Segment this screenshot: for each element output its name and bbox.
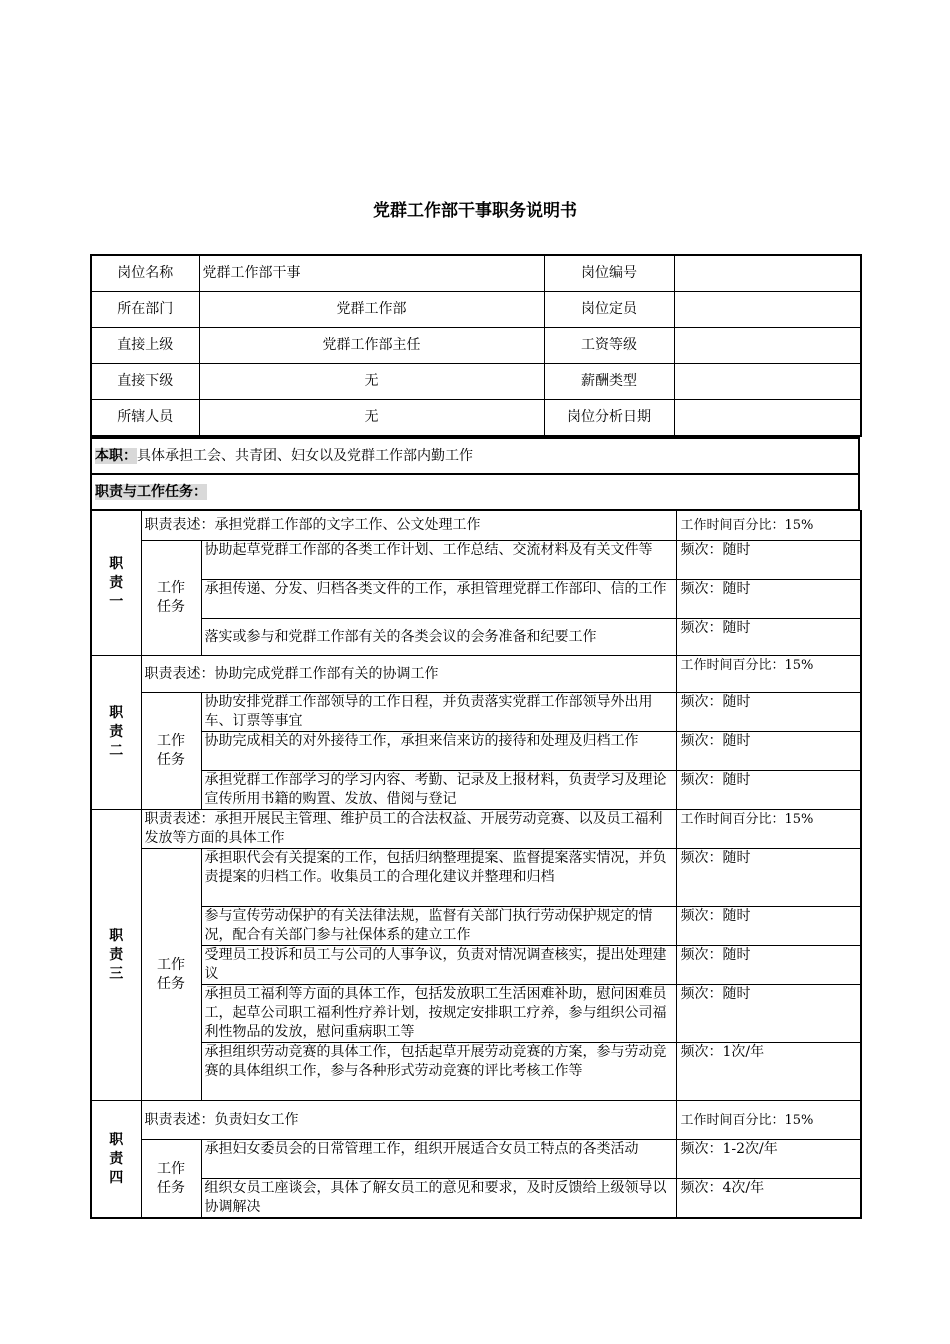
header-row <box>91 292 861 328</box>
header-table <box>90 254 862 437</box>
task-label <box>141 693 201 810</box>
value-department: 党群工作部 <box>199 292 544 328</box>
label-analysis-date: 岗位分析日期 <box>544 400 674 437</box>
label-pay-type: 薪酬类型 <box>544 364 674 400</box>
value-subordinate: 无 <box>199 364 544 400</box>
duty-label <box>91 511 141 656</box>
section-label: 职责与工作任务： <box>95 483 207 500</box>
task-frequency: 频次：随时 <box>676 907 861 946</box>
value-pay-type <box>674 364 861 400</box>
task-row <box>91 771 861 810</box>
duty-desc-row <box>91 656 861 693</box>
task-frequency: 频次：随时 <box>676 849 861 907</box>
task-text: 参与宣传劳动保护的有关法律法规，监督有关部门执行劳动保护规定的情况，配合有关部门参与社保体系的建立工作 <box>201 907 676 946</box>
value-analysis-date <box>674 400 861 437</box>
duty-time-percent: 工作时间百分比：15% <box>676 511 861 541</box>
value-position-name: 党群工作部干事 <box>199 255 544 292</box>
core-duty-row <box>91 438 859 474</box>
duty-label-text: 职责四 <box>109 1131 124 1186</box>
task-row <box>91 1179 861 1219</box>
duty-desc-row <box>91 810 861 849</box>
task-label <box>141 541 201 656</box>
value-staff: 无 <box>199 400 544 437</box>
duties-table <box>90 510 862 1219</box>
core-duty-text: 具体承担工会、共青团、妇女以及党群工作部内勤工作 <box>137 447 473 464</box>
task-row <box>91 1043 861 1101</box>
task-frequency: 频次：随时 <box>676 619 861 656</box>
section-row <box>91 474 859 510</box>
task-text: 协助完成相关的对外接待工作，承担来信来访的接待和处理及归档工作 <box>201 732 676 771</box>
task-frequency: 频次：随时 <box>676 771 861 810</box>
duty-label-text: 职责二 <box>109 705 124 759</box>
task-label <box>141 1140 201 1219</box>
task-row <box>91 849 861 907</box>
task-label-text: 工作任务 <box>156 580 185 615</box>
task-row <box>91 541 861 580</box>
task-text: 承担员工福利等方面的具体工作，包括发放职工生活困难补助，慰问困难员工，起草公司职工福利性疗养计划，按规定安排职工疗养，参与组织公司福利性物品的发放，慰问重病职工等 <box>201 985 676 1043</box>
task-row <box>91 985 861 1043</box>
duty-desc-row <box>91 511 861 541</box>
task-label-text: 工作任务 <box>156 1160 185 1196</box>
task-text: 落实或参与和党群工作部有关的各类会议的会务准备和纪要工作 <box>201 619 676 656</box>
task-text: 承担党群工作部学习的学习内容、考勤、记录及上报材料，负责学习及理论宣传所用书籍的购置、发放、借阅与登记 <box>201 771 676 810</box>
duty-label <box>91 656 141 810</box>
task-frequency: 频次：1-2次/年 <box>676 1140 861 1179</box>
task-text: 协助起草党群工作部的各类工作计划、工作总结、交流材料及有关文件等 <box>201 541 676 580</box>
job-description-sheet <box>90 254 860 1219</box>
task-text: 承担组织劳动竞赛的具体工作，包括起草开展劳动竞赛的方案，参与劳动竞赛的具体组织工作，参与各种形式劳动竞赛的评比考核工作等 <box>201 1043 676 1101</box>
task-frequency: 频次：随时 <box>676 985 861 1043</box>
duty-label-text: 职责三 <box>109 927 124 982</box>
task-row <box>91 1140 861 1179</box>
duty-label <box>91 1101 141 1219</box>
task-row <box>91 907 861 946</box>
duty-label-text: 职责一 <box>109 555 124 610</box>
header-row <box>91 400 861 437</box>
task-frequency: 频次：随时 <box>676 541 861 580</box>
task-row <box>91 693 861 732</box>
label-position-name: 岗位名称 <box>91 255 199 292</box>
duty-description: 职责表述：承担开展民主管理、维护员工的合法权益、开展劳动竞赛、以及员工福利发放等方面的具体工作 <box>141 810 676 849</box>
task-frequency: 频次：1次/年 <box>676 1043 861 1101</box>
label-staff: 所辖人员 <box>91 400 199 437</box>
task-text: 组织女员工座谈会，具体了解女员工的意见和要求，及时反馈给上级领导以协调解决 <box>201 1179 676 1219</box>
task-label <box>141 849 201 1101</box>
label-supervisor: 直接上级 <box>91 328 199 364</box>
duty-description: 职责表述：协助完成党群工作部有关的协调工作 <box>141 656 676 693</box>
task-frequency: 频次：随时 <box>676 946 861 985</box>
task-row <box>91 732 861 771</box>
duty-label <box>91 810 141 1101</box>
task-row <box>91 580 861 619</box>
task-frequency: 频次：4次/年 <box>676 1179 861 1219</box>
header-row <box>91 364 861 400</box>
duty-time-percent: 工作时间百分比：15% <box>676 810 861 849</box>
task-label-text: 工作任务 <box>156 956 185 992</box>
task-frequency: 频次：随时 <box>676 732 861 771</box>
task-text: 受理员工投诉和员工与公司的人事争议，负责对情况调查核实，提出处理建议 <box>201 946 676 985</box>
task-frequency: 频次：随时 <box>676 580 861 619</box>
task-text: 协助安排党群工作部领导的工作日程，并负责落实党群工作部领导外出用车、订票等事宜 <box>201 693 676 732</box>
task-row <box>91 619 861 656</box>
duty-desc-row <box>91 1101 861 1140</box>
task-label-text: 工作任务 <box>156 733 185 768</box>
value-headcount <box>674 292 861 328</box>
duty-time-percent: 工作时间百分比：15% <box>676 1101 861 1140</box>
summary-table <box>90 437 860 510</box>
task-frequency: 频次：随时 <box>676 693 861 732</box>
value-salary-grade <box>674 328 861 364</box>
duty-time-percent: 工作时间百分比：15% <box>676 656 861 693</box>
duty-description: 职责表述：负责妇女工作 <box>141 1101 676 1140</box>
label-position-code: 岗位编号 <box>544 255 674 292</box>
value-supervisor: 党群工作部主任 <box>199 328 544 364</box>
task-row <box>91 946 861 985</box>
value-position-code <box>674 255 861 292</box>
core-duty-label: 本职： <box>95 447 137 464</box>
task-text: 承担传递、分发、归档各类文件的工作，承担管理党群工作部印、信的工作 <box>201 580 676 619</box>
duty-description: 职责表述：承担党群工作部的文字工作、公文处理工作 <box>141 511 676 541</box>
label-salary-grade: 工资等级 <box>544 328 674 364</box>
task-text: 承担职代会有关提案的工作，包括归纳整理提案、监督提案落实情况，并负责提案的归档工作。收集员工的合理化建议并整理和归档 <box>201 849 676 907</box>
label-headcount: 岗位定员 <box>544 292 674 328</box>
task-text: 承担妇女委员会的日常管理工作，组织开展适合女员工特点的各类活动 <box>201 1140 676 1179</box>
label-department: 所在部门 <box>91 292 199 328</box>
label-subordinate: 直接下级 <box>91 364 199 400</box>
header-row <box>91 255 861 292</box>
header-row <box>91 328 861 364</box>
page-title: 党群工作部干事职务说明书 <box>373 201 577 221</box>
